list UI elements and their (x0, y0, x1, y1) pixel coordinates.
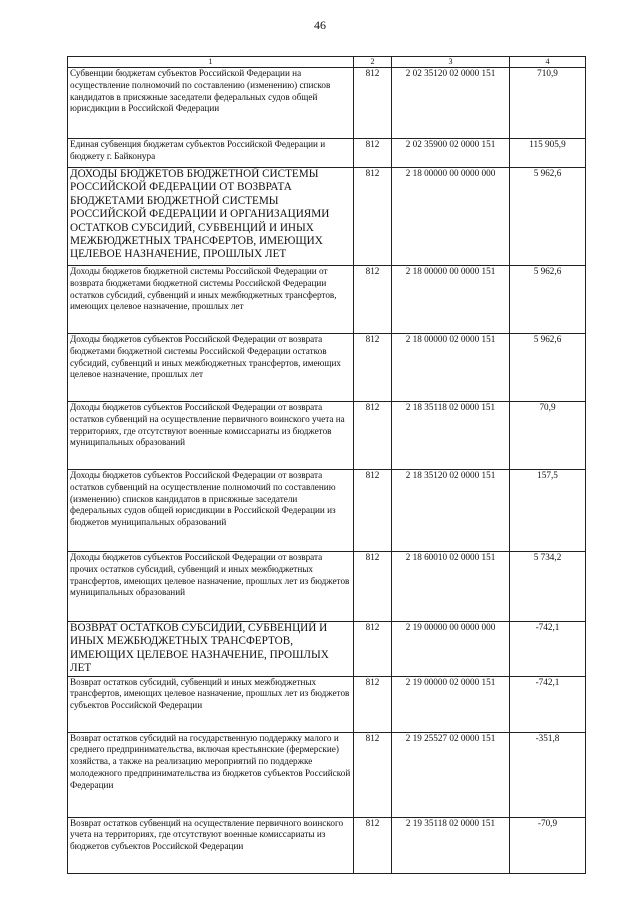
row-administrator-code: 812 (354, 676, 392, 732)
row-amount: 115 905,9 (510, 139, 586, 168)
row-administrator-code: 812 (354, 622, 392, 677)
row-budget-classification-code: 2 18 00000 02 0000 151 (392, 334, 510, 402)
row-description: ДОХОДЫ БЮДЖЕТОВ БЮДЖЕТНОЙ СИСТЕМЫ РОССИЙСКОЙ ФЕДЕРАЦИИ ОТ ВОЗВРАТА БЮДЖЕТАМИ БЮДЖЕТНОЙ СИСТЕМЫ РОССИЙСКОЙ ФЕДЕРАЦИИ И ОРГАНИЗАЦИЯМИ ОСТАТКОВ СУБСИДИЙ, СУБВЕНЦИЙ И ИНЫХ МЕЖБЮДЖЕТНЫХ ТРАНСФЕРТОВ, ИМЕЮЩИХ ЦЕЛЕВОЕ НАЗНАЧЕНИЕ, ПРОШЛЫХ ЛЕТ (68, 168, 354, 266)
row-budget-classification-code: 2 18 00000 00 0000 000 (392, 168, 510, 266)
row-amount: 710,9 (510, 68, 586, 139)
table-row (68, 552, 586, 622)
row-budget-classification-code: 2 19 00000 00 0000 000 (392, 622, 510, 677)
row-budget-classification-code: 2 18 00000 00 0000 151 (392, 266, 510, 334)
row-description: Возврат остатков субсидий на государственную поддержку малого и среднего предпринимательства, включая крестьянские (фермерские) хозяйства, а также на реализацию мероприятий по поддержке молодежного предпринимательства из бюджетов субъектов Российской Федерации (68, 732, 354, 817)
column-header-4: 4 (510, 57, 586, 68)
table-row (68, 402, 586, 470)
row-amount: 70,9 (510, 402, 586, 470)
table-row (68, 68, 586, 139)
row-amount: -70,9 (510, 817, 586, 873)
row-description: Доходы бюджетов субъектов Российской Федерации от возврата бюджетами бюджетной системы Российской Федерации остатков субсидий, субвенций и иных межбюджетных трансфертов, имеющих целевое назначение, прошлых лет (68, 334, 354, 402)
column-header-1: 1 (68, 57, 354, 68)
row-description: Доходы бюджетов субъектов Российской Федерации от возврата остатков субвенций на осуществление первичного воинского учета на территориях, где отсутствуют военные комиссариаты из бюджетов муниципальных образований (68, 402, 354, 470)
row-amount: 5 962,6 (510, 334, 586, 402)
row-administrator-code: 812 (354, 552, 392, 622)
row-administrator-code: 812 (354, 68, 392, 139)
row-description: ВОЗВРАТ ОСТАТКОВ СУБСИДИЙ, СУБВЕНЦИЙ И ИНЫХ МЕЖБЮДЖЕТНЫХ ТРАНСФЕРТОВ, ИМЕЮЩИХ ЦЕЛЕВОЕ НАЗНАЧЕНИЕ, ПРОШЛЫХ ЛЕТ (68, 622, 354, 677)
row-administrator-code: 812 (354, 168, 392, 266)
row-amount: -742,1 (510, 676, 586, 732)
row-amount: 157,5 (510, 470, 586, 552)
row-amount: -742,1 (510, 622, 586, 677)
table-header (68, 57, 586, 68)
table-body (68, 68, 586, 874)
table-row (68, 168, 586, 266)
row-budget-classification-code: 2 19 00000 02 0000 151 (392, 676, 510, 732)
row-amount: 5 734,2 (510, 552, 586, 622)
row-budget-classification-code: 2 19 35118 02 0000 151 (392, 817, 510, 873)
row-administrator-code: 812 (354, 334, 392, 402)
row-budget-classification-code: 2 02 35120 02 0000 151 (392, 68, 510, 139)
row-description: Субвенции бюджетам субъектов Российской Федерации на осуществление полномочий по составлению (изменению) списков кандидатов в присяжные заседатели федеральных судов общей юрисдикции в Российской Федерации (68, 68, 354, 139)
row-budget-classification-code: 2 19 25527 02 0000 151 (392, 732, 510, 817)
row-amount: 5 962,6 (510, 266, 586, 334)
table-row (68, 732, 586, 817)
row-description: Доходы бюджетов бюджетной системы Российской Федерации от возврата бюджетами бюджетной системы Российской Федерации остатков субсидий, субвенций и иных межбюджетных трансфертов, имеющих целевое назначение, прошлых лет (68, 266, 354, 334)
row-administrator-code: 812 (354, 266, 392, 334)
row-description: Единая субвенция бюджетам субъектов Российской Федерации и бюджету г. Байконура (68, 139, 354, 168)
row-description: Возврат остатков субсидий, субвенций и иных межбюджетных трансфертов, имеющих целевое назначение, прошлых лет из бюджетов субъектов Российской Федерации (68, 676, 354, 732)
column-header-2: 2 (354, 57, 392, 68)
table-row (68, 622, 586, 677)
row-administrator-code: 812 (354, 817, 392, 873)
table-row (68, 139, 586, 168)
table-row (68, 470, 586, 552)
row-administrator-code: 812 (354, 470, 392, 552)
column-number-row (68, 57, 586, 68)
row-administrator-code: 812 (354, 732, 392, 817)
budget-revenue-table (67, 56, 586, 874)
table-row (68, 817, 586, 873)
page-number: 46 (314, 18, 326, 32)
row-description: Доходы бюджетов субъектов Российской Федерации от возврата прочих остатков субсидий, субвенций и иных межбюджетных трансфертов, имеющих целевое назначение, прошлых лет из бюджетов муниципальных образований (68, 552, 354, 622)
row-budget-classification-code: 2 18 35118 02 0000 151 (392, 402, 510, 470)
row-amount: -351,8 (510, 732, 586, 817)
table-row (68, 676, 586, 732)
table-row (68, 334, 586, 402)
table-row (68, 266, 586, 334)
row-budget-classification-code: 2 18 35120 02 0000 151 (392, 470, 510, 552)
column-header-3: 3 (392, 57, 510, 68)
row-administrator-code: 812 (354, 402, 392, 470)
row-description: Доходы бюджетов субъектов Российской Федерации от возврата остатков субвенций на осуществление полномочий по составлению (изменению) списков кандидатов в присяжные заседатели федеральных судов общей юрисдикции в Российской Федерации из бюджетов муниципальных образований (68, 470, 354, 552)
row-description: Возврат остатков субвенций на осуществление первичного воинского учета на территориях, где отсутствуют военные комиссариаты из бюджетов субъектов Российской Федерации (68, 817, 354, 873)
row-budget-classification-code: 2 18 60010 02 0000 151 (392, 552, 510, 622)
row-amount: 5 962,6 (510, 168, 586, 266)
row-budget-classification-code: 2 02 35900 02 0000 151 (392, 139, 510, 168)
row-administrator-code: 812 (354, 139, 392, 168)
